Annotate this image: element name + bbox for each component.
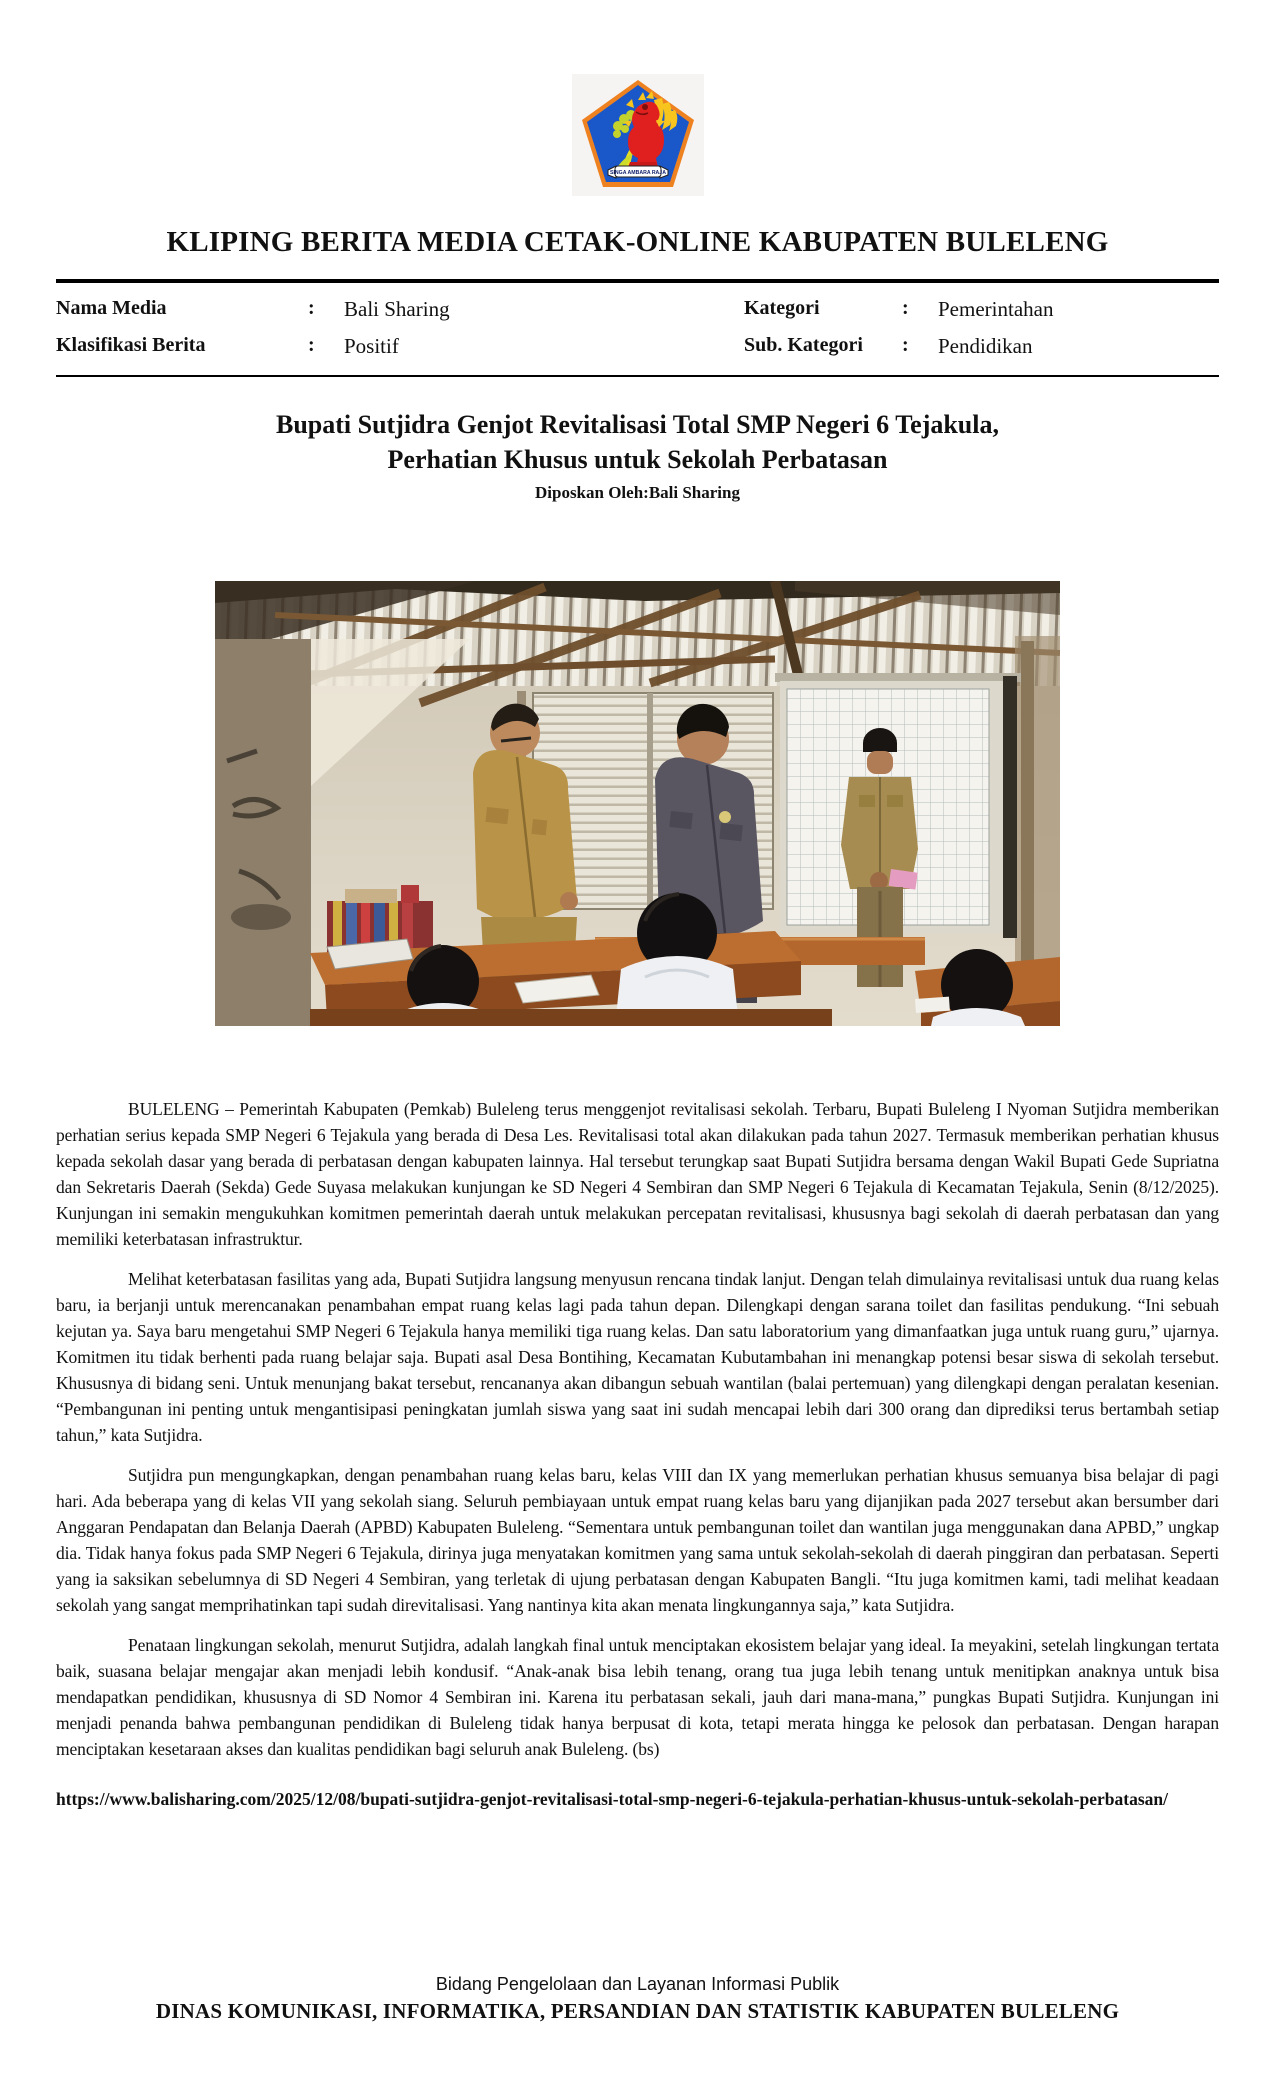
article-headline-line1: Bupati Sutjidra Genjot Revitalisasi Total SMP Negeri 6 Tejakula,	[275, 410, 999, 439]
klasifikasi-label: Klasifikasi Berita	[56, 334, 206, 356]
article-headline	[108, 407, 1168, 477]
article-paragraph-3: Sutjidra pun mengungkapkan, dengan penambahan ruang kelas baru, kelas VIII dan IX yang memerlukan perhatian khusus semuanya bisa belajar di pagi hari. Ada beberapa yang di kelas VII yang sekolah siang. Seluruh pembiayaan untuk empat ruang kelas baru yang dijanjikan pada 2027 tersebut akan bersumber dari Anggaran Pendapatan dan Belanja Daerah (APBD) Kabupaten Buleleng. “Sementara untuk pembangunan toilet dan wantilan juga menggunakan dana APBD,” ungkap dia. Tidak hanya fokus pada SMP Negeri 6 Tejakula, dirinya juga menyatakan komitmen yang sama untuk sekolah-sekolah di daerah pinggiran dan perbatasan. Seperti yang ia saksikan sebelumnya di SD Negeri 4 Sembiran, yang terletak di ujung perbatasan dengan Kabupaten Bangli. “Itu juga komitmen kami, tadi melihat keadaan sekolah yang sangat memprihatinkan tapi sudah direvitalisasi. Yang nantinya kita akan menata lingkungannya saja,” kata Sutjidra.	[56, 1465, 1219, 1615]
colon: :	[902, 334, 909, 356]
article-paragraph-1: BULELENG – Pemerintah Kabupaten (Pemkab) Buleleng terus menggenjot revitalisasi sekolah. Terbaru, Bupati Buleleng I Nyoman Sutjidra memberikan perhatian serius kepada SMP Negeri 6 Tejakula yang berada di Desa Les. Revitalisasi total akan dilakukan pada tahun 2027. Termasuk memberikan perhatian khusus kepada sekolah dasar yang berada di perbatasan dengan kabupaten lainnya. Hal tersebut terungkap saat Bupati Sutjidra bersama dengan Wakil Bupati Gede Supriatna dan Sekretaris Daerah (Sekda) Gede Suyasa melakukan kunjungan ke SD Negeri 4 Sembiran dan SMP Negeri 6 Tejakula di Kecamatan Tejakula, Senin (8/12/2025). Kunjungan ini semakin mengukuhkan komitmen pemerintah daerah untuk melakukan percepatan revitalisasi, khususnya bagi sekolah di daerah perbatasan dan yang memiliki keterbatasan infrastruktur.	[56, 1099, 1219, 1249]
meta-row-1	[56, 291, 1219, 328]
kategori-label: Kategori	[744, 297, 820, 319]
meta-row-2	[56, 328, 1219, 365]
colon: :	[308, 334, 315, 356]
article-paragraph-4: Penataan lingkungan sekolah, menurut Sutjidra, adalah langkah final untuk menciptakan ekosistem belajar yang ideal. Ia meyakini, setelah lingkungan tertata baik, suasana belajar mengajar akan menjadi lebih kondusif. “Anak-anak bisa lebih tenang, orang tua juga lebih tenang untuk menitipkan anaknya untuk bisa mendapatkan pendidikan, khususnya di SD Nomor 4 Sembiran ini. Karena itu perbatasan sekali, jauh dari mana-mana,” pungkas Bupati Sutjidra. Kunjungan ini menjadi penanda bahwa pembangunan pendidikan di Buleleng tidak hanya berpusat di kota, tetapi merata hingga ke pelosok dan perbatasan. Dengan harapan menciptakan kesetaraan akses dan kualitas pendidikan bagi seluruh anak Buleleng. (bs)	[56, 1635, 1219, 1759]
sub-kategori-value: Pendidikan	[938, 334, 1033, 358]
source-url-link[interactable]: https://www.balisharing.com/2025/12/08/bupati-sutjidra-genjot-revitalisasi-total-smp-negeri-6-tejakula-perhatian-khusus-untuk-sekolah-perbatasan/	[56, 1789, 1168, 1809]
article-photo	[215, 581, 1060, 1026]
footer-division-name: Bidang Pengelolaan dan Layanan Informasi Publik	[435, 1974, 840, 1994]
logo-container	[56, 0, 1219, 201]
article-headline-line2: Perhatian Khusus untuk Sekolah Perbatasan	[387, 445, 888, 474]
buleleng-crest-icon	[572, 74, 704, 196]
divider-thick	[56, 279, 1219, 283]
klasifikasi-value: Positif	[344, 334, 399, 358]
article-paragraph-2: Melihat keterbatasan fasilitas yang ada, Bupati Sutjidra langsung menyusun rencana tindak lanjut. Dengan telah dimulainya revitalisasi untuk dua ruang kelas baru, ia berjanji untuk merencanakan penambahan empat ruang kelas lagi pada tahun depan. Dilengkapi dengan sarana toilet dan fasilitas pendukung. “Ini sebuah kejutan ya. Saya baru mengetahui SMP Negeri 6 Tejakula hanya memiliki tiga ruang kelas. Dan satu laboratorium yang dimanfaatkan juga untuk ruang guru,” ujarnya. Komitmen itu tidak berhenti pada ruang belajar saja. Bupati asal Desa Bontihing, Kecamatan Kubutambahan ini menangkap potensi besar siswa di sekolah tersebut. Khususnya di bidang seni. Untuk menunjang bakat tersebut, rencananya akan dibangun sebuah wantilan (balai pertemuan) yang dilengkapi dengan peralatan kesenian. “Pembangunan ini penting untuk mengantisipasi peningkatan jumlah siswa yang saat ini sudah mencapai lebih dari 300 orang dan diprediksi terus bertambah setiap tahun,” kata Sutjidra.	[56, 1269, 1219, 1445]
sub-kategori-label: Sub. Kategori	[744, 334, 863, 356]
article-byline: Diposkan Oleh:Bali Sharing	[534, 483, 740, 502]
crest-banner-text: SINGA AMBARA RAJA	[609, 170, 666, 176]
colon: :	[308, 297, 315, 319]
buleleng-crest-logo	[572, 74, 704, 196]
divider-thin	[56, 375, 1219, 377]
media-meta-table	[56, 291, 1219, 365]
footer-agency-name: DINAS KOMUNIKASI, INFORMATIKA, PERSANDIAN DAN STATISTIK KABUPATEN BULELENG	[155, 1999, 1120, 2023]
nama-media-label: Nama Media	[56, 297, 167, 319]
kategori-value: Pemerintahan	[938, 297, 1054, 321]
nama-media-value: Bali Sharing	[344, 297, 450, 321]
colon: :	[902, 297, 909, 319]
document-title: KLIPING BERITA MEDIA CETAK-ONLINE KABUPATEN BULELENG	[166, 226, 1109, 258]
document-footer	[0, 1972, 1275, 2025]
classroom-visit-photo	[215, 581, 1060, 1026]
